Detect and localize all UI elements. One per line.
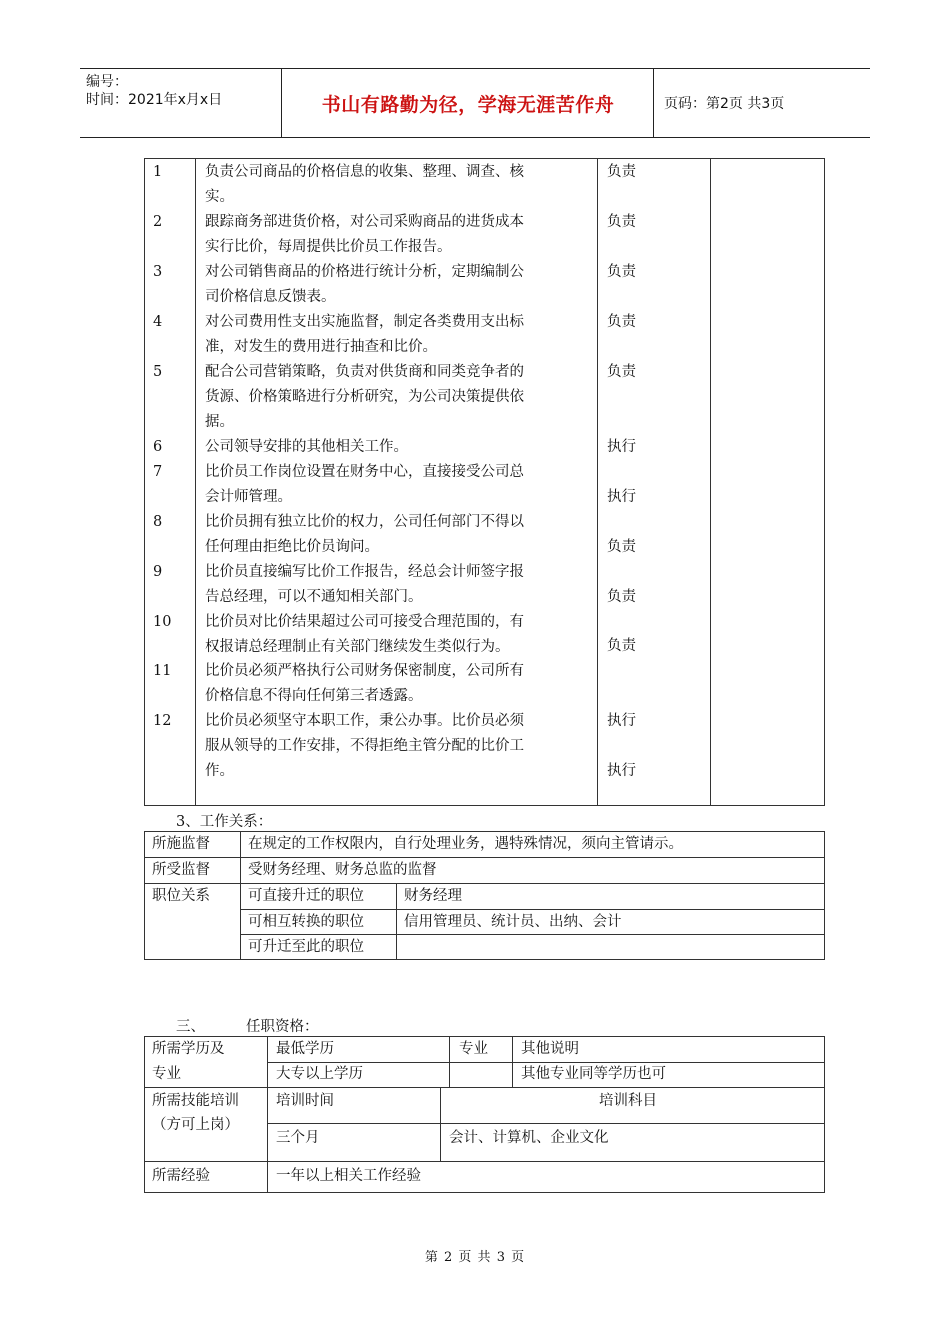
duty-number: 7 — [153, 464, 163, 480]
transfer-value: 信用管理员、统计员、出纳、会计 — [404, 914, 622, 930]
position-label: 职位关系 — [152, 888, 210, 904]
promote-value: 财务经理 — [404, 888, 462, 904]
duty-role: 负责 — [607, 539, 636, 555]
duty-number: 1 — [153, 164, 163, 180]
train-label-line1: 所需技能培训 — [152, 1093, 239, 1109]
duty-role: 负责 — [607, 264, 636, 280]
qualification-title: 任职资格： — [246, 1019, 319, 1035]
duty-role: 负责 — [607, 314, 636, 330]
train-time-value: 三个月 — [276, 1130, 320, 1146]
duty-text-line: 任何理由拒绝比价员询问。 — [205, 539, 379, 555]
duty-role: 负责 — [607, 214, 636, 230]
other-label: 其他说明 — [521, 1041, 579, 1057]
duty-text-line: 跟踪商务部进货价格，对公司采购商品的进货成本 — [205, 214, 524, 230]
duty-number: 5 — [153, 364, 163, 380]
header-page-info: 页码：第2页 共3页 — [664, 96, 785, 112]
document-number: 编号： — [86, 74, 128, 90]
duty-text-line: 货源、价格策略进行分析研究，为公司决策提供依 — [205, 389, 524, 405]
supervise-label: 所施监督 — [152, 836, 210, 852]
duty-text-line: 对公司费用性支出实施监督，制定各类费用支出标 — [205, 314, 524, 330]
relations-title: 3、工作关系： — [176, 814, 273, 830]
duty-text-line: 负责公司商品的价格信息的收集、整理、调查、核 — [205, 164, 524, 180]
exp-value: 一年以上相关工作经验 — [276, 1168, 421, 1184]
duty-text-line: 会计师管理。 — [205, 489, 292, 505]
train-time-label: 培训时间 — [276, 1093, 334, 1109]
edu-label-line1: 所需学历及 — [152, 1041, 225, 1057]
duty-role: 负责 — [607, 164, 636, 180]
duty-text-line: 比价员必须严格执行公司财务保密制度，公司所有 — [205, 663, 524, 679]
exp-label: 所需经验 — [152, 1168, 210, 1184]
duty-number: 9 — [153, 564, 163, 580]
duty-number: 3 — [153, 264, 163, 280]
duty-number: 11 — [153, 663, 172, 679]
transfer-label: 可相互转换的职位 — [248, 914, 364, 930]
duty-text-line: 权报请总经理制止有关部门继续发生类似行为。 — [205, 639, 510, 655]
major-label: 专业 — [459, 1041, 488, 1057]
duty-role: 负责 — [607, 364, 636, 380]
duty-text-line: 对公司销售商品的价格进行统计分析，定期编制公 — [205, 264, 524, 280]
min-edu-value: 大专以上学历 — [276, 1066, 363, 1082]
motto-text: 书山有路勤为径，学海无涯苦作舟 — [321, 93, 615, 116]
duty-role: 执行 — [607, 763, 636, 779]
from-label: 可升迁至此的职位 — [248, 939, 364, 955]
duty-number: 12 — [153, 713, 172, 729]
duty-number: 10 — [153, 614, 172, 630]
supervise-value: 在规定的工作权限内，自行处理业务，遇特殊情况，须向主管请示。 — [248, 836, 683, 852]
duty-role: 执行 — [607, 713, 636, 729]
duty-text-line: 实。 — [205, 189, 234, 205]
duty-number: 8 — [153, 514, 163, 530]
duty-text-line: 比价员工作岗位设置在财务中心，直接接受公司总 — [205, 464, 524, 480]
train-subject-label: 培训科目 — [599, 1093, 657, 1109]
duty-text-line: 比价员对比价结果超过公司可接受合理范围的，有 — [205, 614, 524, 630]
duty-text-line: 告总经理，可以不通知相关部门。 — [205, 589, 423, 605]
duty-text-line: 价格信息不得向任何第三者透露。 — [205, 688, 423, 704]
duty-text-line: 比价员拥有独立比价的权力，公司任何部门不得以 — [205, 514, 524, 530]
duty-role: 执行 — [607, 439, 636, 455]
duty-text-line: 实行比价，每周提供比价员工作报告。 — [205, 239, 452, 255]
duty-role: 执行 — [607, 489, 636, 505]
supervised-label: 所受监督 — [152, 862, 210, 878]
train-label-line2: （方可上岗） — [152, 1117, 239, 1133]
supervised-value: 受财务经理、财务总监的监督 — [248, 862, 437, 878]
duty-role: 负责 — [607, 638, 636, 654]
duty-text-line: 比价员必须坚守本职工作，秉公办事。比价员必须 — [205, 713, 524, 729]
duty-text-line: 作。 — [205, 763, 234, 779]
duty-number: 4 — [153, 314, 163, 330]
duty-text-line: 准，对发生的费用进行抽查和比价。 — [205, 339, 437, 355]
duty-text-line: 配合公司营销策略，负责对供货商和同类竞争者的 — [205, 364, 524, 380]
min-edu-label: 最低学历 — [276, 1041, 334, 1057]
edu-label-line2: 专业 — [152, 1066, 181, 1082]
duty-text-line: 公司领导安排的其他相关工作。 — [205, 439, 408, 455]
other-value: 其他专业同等学历也可 — [521, 1066, 666, 1082]
document-date: 时间：2021年x月x日 — [86, 92, 223, 108]
train-subject-value: 会计、计算机、企业文化 — [449, 1130, 609, 1146]
duty-text-line: 服从领导的工作安排，不得拒绝主管分配的比价工 — [205, 738, 524, 754]
duty-text-line: 司价格信息反馈表。 — [205, 289, 336, 305]
qualification-title-number: 三、 — [176, 1019, 205, 1035]
page-footer: 第 2 页 共 3 页 — [424, 1250, 526, 1265]
duty-text-line: 据。 — [205, 414, 234, 430]
duty-role: 负责 — [607, 589, 636, 605]
promote-label: 可直接升迁的职位 — [248, 888, 364, 904]
duty-number: 6 — [153, 439, 163, 455]
duty-text-line: 比价员直接编写比价工作报告，经总会计师签字报 — [205, 564, 524, 580]
duty-number: 2 — [153, 214, 163, 230]
